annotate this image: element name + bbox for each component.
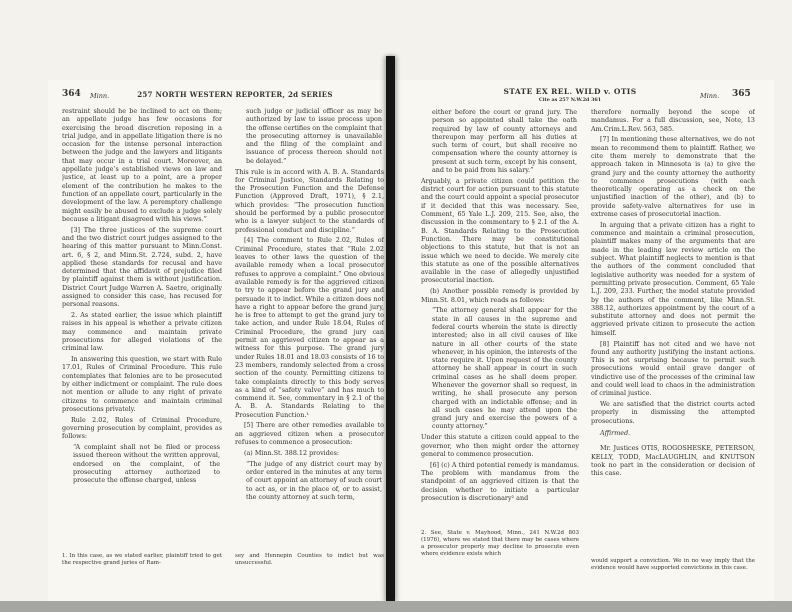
left-page-column-2	[235, 107, 384, 549]
paragraph: We are satisfied that the district courts acted properly in dismissing the attempted prosecutions.	[591, 400, 755, 425]
footnote-2-continuation: would support a conviction. We in no way imply that the evidence would have supported convictions in this case.	[591, 558, 755, 571]
paragraph: “The attorney general shall appear for the state in all causes in the supreme and federal courts wherein the state is directly interested; also in all civil causes of like nature in all other courts of the state whenever, in his opinion, the interests of the state require it. Upon request of the county attorney he shall appear in court in such criminal cases as he shall deem proper. Whenever the governor shall so request, in writing, he shall prosecute any person charged with an indictable offense; and in all such cases he may attend upon the grand jury and exercise the powers of a county attorney.”	[432, 306, 577, 431]
left-page-number: 364	[62, 89, 81, 99]
left-state-label: Minn.	[90, 92, 110, 100]
paragraph: [5] There are other remedies available to an aggrieved citizen when a prosecutor refuses to commence a prosecution:	[235, 421, 384, 447]
paragraph: therefore normally beyond the scope of mandamus. For a full discussion, see, Note, 13 Am.Crim.L.Rev. 563, 585.	[591, 108, 755, 133]
footnote-1-start: 1. In this case, as we stated earlier, plaintiff tried to get the respective grand juries of Ram-	[62, 553, 222, 566]
paragraph: Mr. Justices OTIS, ROGOSHESKE, PETERSON, KELLY, TODD, MacLAUGHLIN, and KNUTSON took no part in the consideration or decision of this case.	[591, 444, 755, 478]
paragraph: such judge or judicial officer as may be authorized by law to issue process upon the offense certifies on the complaint that the prosecuting attorney is unavailable and the filing of the complaint and issuance of process thereon should not be delayed.”	[246, 107, 383, 165]
right-page-number: 365	[732, 89, 751, 99]
reporter-running-head: 257 NORTH WESTERN REPORTER, 2d SERIES	[137, 90, 333, 99]
paragraph: either before the court or grand jury. The person so appointed shall take the oath required by law of county attorneys and thereupon may perform all his duties at such term of court, but shall receive no compensation where the county attorney is present at such term, except by his consent, and to be paid from his salary.”	[432, 108, 577, 175]
paragraph: [3] The three justices of the supreme court and the two district court judges assigned to the hearing of this matter pursuant to Minn.Const. art. 6, § 2, and Minn.St. 2.724, subd. 2, have applied these standards for recusal and have determined that the affidavit of prejudice filed by plaintiff against them is without justification. District Court Judge Warren A. Saetre, originally assigned to consider this case, has recused for personal reasons.	[62, 225, 222, 309]
paragraph: 2. As stated earlier, the issue which plaintiff raises in his appeal is whether a private citizen may commence and maintain private prosecutions for alleged violations of the criminal law.	[62, 311, 222, 353]
paragraph: “The judge of any district court may by order entered in the minutes at any term of court appoint an attorney of such court to act as, or in the place of, or to assist, the county attorney at such term,	[246, 459, 382, 501]
right-page-column-1	[421, 108, 579, 526]
paragraph: In answering this question, we start with Rule 17.01, Rules of Criminal Procedure. This rule contemplates that felonies are to be prosecuted by either indictment or complaint. The rule does not mention or allude to any right of private citizens to commence and maintain criminal prosecutions privately.	[62, 355, 222, 413]
paragraph: (b) Another possible remedy is provided by Minn.St. 8.01, which reads as follows:	[421, 287, 579, 304]
paragraph: In arguing that a private citizen has a right to commence and maintain a criminal prosecution, plaintiff makes many of the arguments that are made in the leading law review article on the subject. What plaintiff neglects to mention is that the authors of the comment concluded that legislative authority was needed for a system of permitting private prosecution. Comment, 65 Yale L.J. 209, 233. Further, the model statute provided by the authors of the comment, like Minn.St. 388.12, authorizes appointment by the court of a substitute attorney and does not permit the aggrieved private citizen to prosecute the action himself.	[591, 220, 755, 337]
right-state-label: Minn.	[700, 92, 720, 100]
book-spine-shadow	[386, 56, 395, 602]
paragraph: Arguably, a private citizen could petition the district court for action pursuant to this statute and the court could appoint a special prosecutor if it decided that this was necessary. See, Comment, 65 Yale L.J. 209, 215. See, also, the discussion in the commentary to § 2.1 of the A. B. A. Standards Relating to the Prosecution Function. There may be constitutional objections to this statute, but that is not an issue which we need to decide. We merely cite this statute as one of the possible alternatives available in the case of allegedly unjustified prosecutorial inaction.	[421, 176, 579, 285]
paragraph: restraint should he be inclined to act on them; an appellate judge has few occasions for exercising the broad discretion reposing in a trial judge, and in appellate litigation there is no occasion for the intense personal interaction between the judge and the lawyers and litigants that may occur in a trial court. Moreover, an appellate judge’s established views on law and justice, at least up to a point, are a proper element of the contribution he makes to the function of an appellate court, particularly in the development of the law. A peremptory challenge might easily be abused to exclude a judge solely because a litigant disagreed with his views.”	[62, 107, 222, 223]
paragraph: [6] (c) A third potential remedy is mandamus. The problem with mandamus from the standpoint of an aggrieved citizen is that the decision whether to initiate a particular prosecution is discretionary² and	[421, 460, 579, 502]
paragraph: [7] In mentioning these alternatives, we do not mean to recommend them to plaintiff. Rather, we cite them merely to demonstrate that the approach taken in Minnesota is (a) to give the grand jury and the county attorney the authority to commence prosecutions (with each theoretically operating as a check on the unjustified inaction of the other), and (b) to provide safety-valve alternatives for use in extreme cases of prosecutorial inaction.	[591, 135, 755, 219]
paragraph: “A complaint shall not be filed or process issued thereon without the written approval, endorsed on the complaint, of the prosecuting attorney authorized to prosecute the offense charged, unless	[73, 443, 220, 485]
left-page-column-1	[62, 107, 222, 549]
right-page-column-2	[591, 108, 755, 556]
cite-line: Cite as 257 N.W.2d 361	[538, 97, 602, 103]
footnote-1-continuation: sey and Hennepin Counties to indict but was unsuccessful.	[235, 553, 384, 566]
footnote-2-start: 2. See, State v. Mayhood, Minn., 241 N.W.2d 803 (1976), where we stated that there may be cases where a prosecutor properly may decline to prosecute even where evidence exists which	[421, 530, 579, 557]
paragraph: Affirmed.	[600, 428, 631, 437]
case-title-running-head: STATE EX REL. WILD v. OTIS	[503, 87, 637, 96]
paragraph: (a) Minn.St. 388.12 provides:	[244, 448, 340, 457]
paragraph: [8] Plaintiff has not cited and we have not found any authority justifying the instant actions. This is not surprising because to permit such prosecutions would entail grave danger of vindictive use of the processes of the criminal law and could well lead to chaos in the administration of criminal justice.	[591, 339, 755, 398]
paragraph: [4] The comment to Rule 2.02, Rules of Criminal Procedure, states that “Rule 2.02 leaves to other laws the question of the available remedy when a local prosecutor refuses to approve a complaint.” One obvious available remedy is for the aggrieved citizen to try to appear before the grand jury and persuade it to indict. While a citizen does not have a right to appear before the grand jury, he is free to attempt to get the grand jury to take action, and under Rule 18.04, Rules of Criminal Procedure, the grand jury can permit an aggrieved citizen to appear as a witness for this purpose. The grand jury under Rules 18.01 and 18.03 consists of 16 to 23 members, randomly selected from a cross section of the county. Permitting citizens to take complaints directly to this body serves as a kind of “safety valve” and has much to commend it. See, commentary in § 2.1 of the A. B. A. Standards Relating to the Prosecution Function.¹	[235, 236, 384, 419]
scan-bottom-edge	[0, 601, 792, 612]
paragraph: Under this statute a citizen could appeal to the governor, who then might order the attorney general to commence prosecution.	[421, 433, 579, 458]
paragraph: This rule is in accord with A. B. A. Standards for Criminal Justice, Standards Relating to the Prosecution Function and the Defense Function (Approved Draft, 1971), § 2.1, which provides: “The prosecution function should be performed by a public prosecutor who is a lawyer subject to the standards of professional conduct and discipline.”	[235, 167, 384, 234]
paragraph: Rule 2.02, Rules of Criminal Procedure, governing prosecution by complaint, provides as follows:	[62, 415, 222, 441]
